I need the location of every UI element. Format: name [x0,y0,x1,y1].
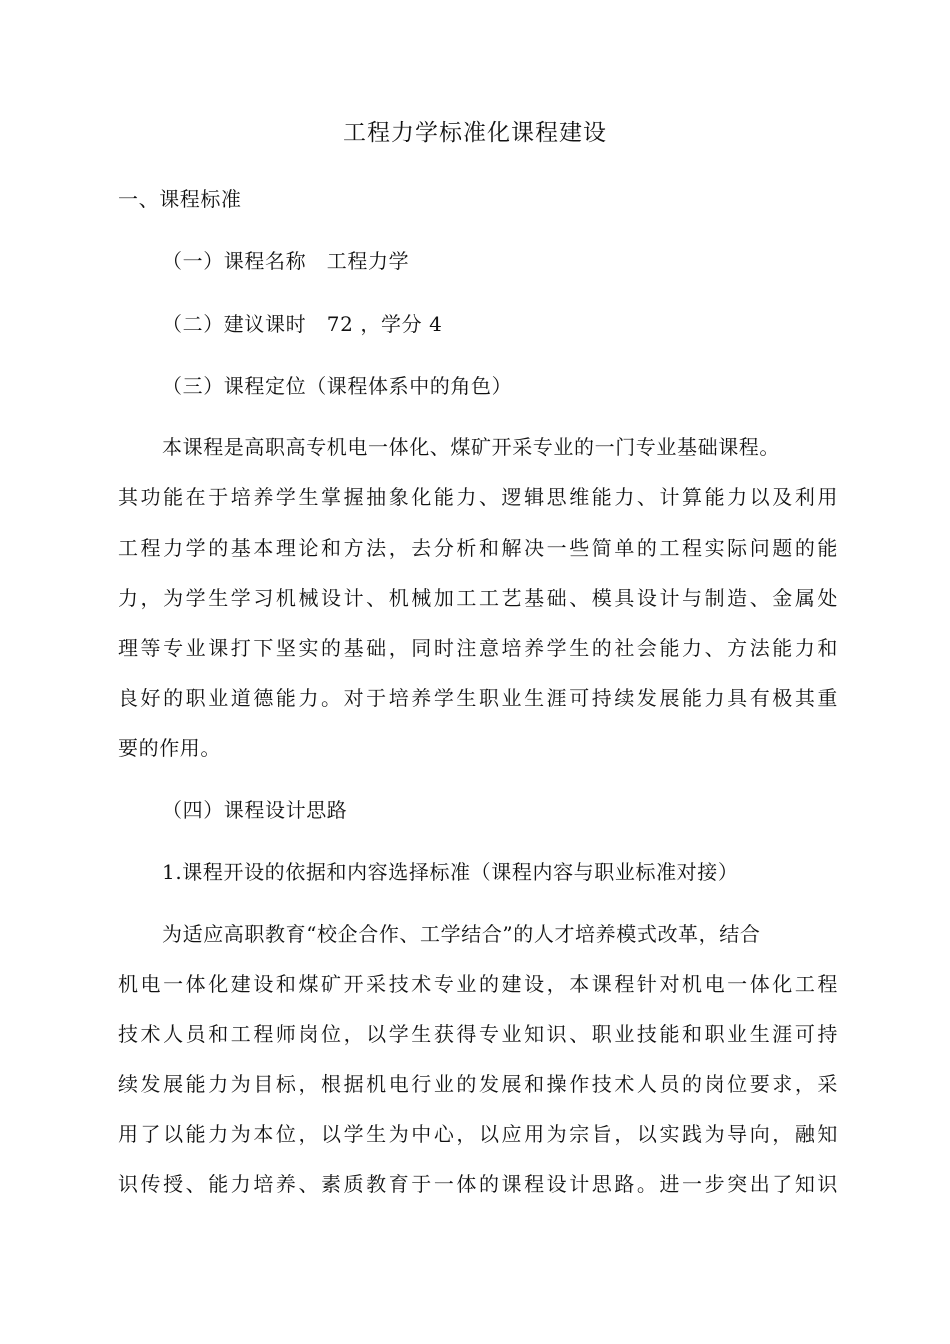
paragraph-line: 机电一体化建设和煤矿开采技术专业的建设，本课程针对机电一体化工程 [118,972,838,996]
paragraph-line: 用了以能力为本位，以学生为中心，以应用为宗旨，以实践为导向，融知 [118,1122,838,1146]
paragraph-line: 技术人员和工程师岗位，以学生获得专业知识、职业技能和职业生涯可持 [118,1022,838,1046]
paragraph-line: 良好的职业道德能力。对于培养学生职业生涯可持续发展能力具有极其重 [118,686,838,710]
subheading: 1.课程开设的依据和内容选择标准（课程内容与职业标准对接） [162,860,739,884]
course-name-item: （一）课程名称 工程力学 [162,249,410,273]
course-hours-item: （二）建议课时 72 ，学分 4 [162,312,443,336]
paragraph-line: 识传授、能力培养、素质教育于一体的课程设计思路。进一步突出了知识 [118,1172,838,1196]
course-design-item: （四）课程设计思路 [162,798,348,822]
paragraph-line: 其功能在于培养学生掌握抽象化能力、逻辑思维能力、计算能力以及利用 [118,485,838,509]
paragraph-line: 本课程是高职高专机电一体化、煤矿开采专业的一门专业基础课程。 [162,435,780,459]
paragraph-line: 为适应高职教育“校企合作、工学结合”的人才培养模式改革，结合 [162,922,761,946]
course-position-item: （三）课程定位（课程体系中的角色） [162,374,513,398]
paragraph-line: 理等专业课打下坚实的基础，同时注意培养学生的社会能力、方法能力和 [118,636,838,660]
section-heading: 一、课程标准 [118,187,242,211]
paragraph-line: 力，为学生学习机械设计、机械加工工艺基础、模具设计与制造、金属处 [118,586,838,610]
paragraph-line: 要的作用。 [118,736,221,760]
document-title: 工程力学标准化课程建设 [343,120,607,146]
paragraph-line: 工程力学的基本理论和方法，去分析和解决一些简单的工程实际问题的能 [118,536,838,560]
paragraph-line: 续发展能力为目标，根据机电行业的发展和操作技术人员的岗位要求，采 [118,1072,838,1096]
